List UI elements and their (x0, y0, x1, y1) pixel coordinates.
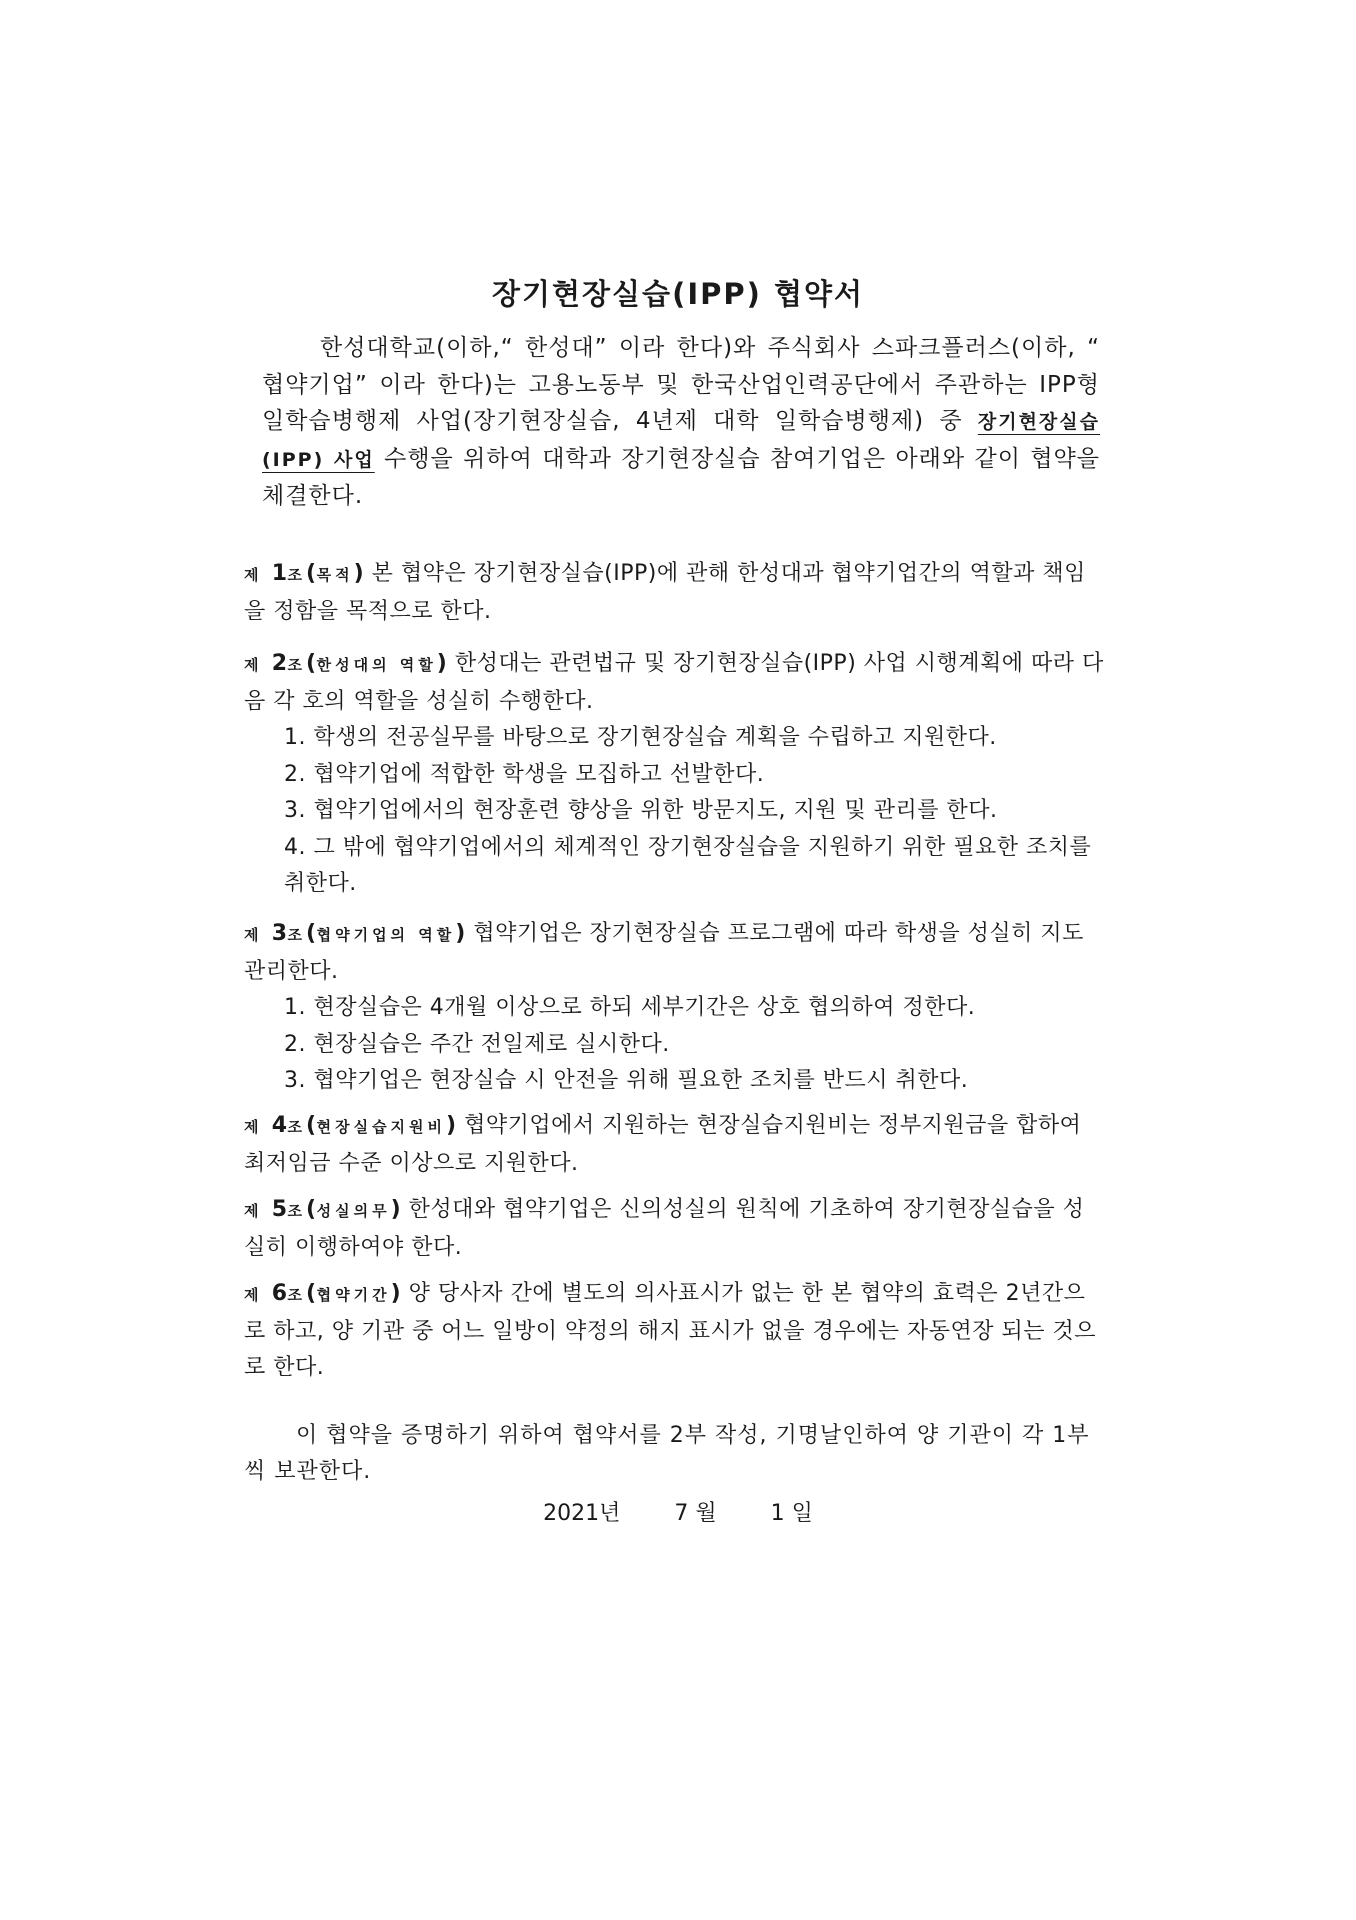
article-heading: 제 1조(목적) (244, 561, 365, 586)
article-heading: 제 2조(한성대의 역할) (244, 651, 448, 676)
list-item: 2. 협약기업에 적합한 학생을 모집하고 선발한다. (284, 761, 765, 787)
article-body: 한성대와 협약기업은 신의성실의 원칙에 기초하여 장기현장실습을 성실히 이행하여야 한다. (244, 1197, 1085, 1260)
article-body: 본 협약은 장기현장실습(IPP)에 관해 한성대과 협약기업간의 역할과 책임을 정함을 목적으로 한다. (244, 561, 1086, 624)
article-body: 양 당사자 간에 별도의 의사표시가 없는 한 본 협약의 효력은 2년간으로 하고, 양 기관 중 어느 일방이 약정의 해지 표시가 없을 경우에는 자동연장 되는 것으로 한다. (244, 1281, 1096, 1380)
article-5 (244, 1192, 1104, 1266)
signing-date (0, 1496, 1356, 1527)
closing-paragraph: 이 협약을 증명하기 위하여 협약서를 2부 작성, 기명날인하여 양 기관이 각 1부씩 보관한다. (244, 1423, 1090, 1484)
intro-text-2: 수행을 위하여 대학과 장기현장실습 참여기업은 아래와 같이 협약을 체결한다. (262, 445, 1100, 509)
article-heading: 제 3조(협약기업의 역할) (244, 921, 466, 946)
intro-emphasis: 장기현장실습(IPP) 사업 (262, 411, 1100, 471)
list-item: 1. 현장실습은 4개월 이상으로 하되 세부기간은 상호 협의하여 정한다. (284, 995, 976, 1020)
list-item: 1. 학생의 전공실무를 바탕으로 장기현장실습 계획을 수립하고 지원한다. (284, 725, 997, 750)
list-item: 3. 협약기업은 현장실습 시 안전을 위해 필요한 조치를 반드시 취한다. (284, 1068, 969, 1093)
article-6 (244, 1276, 1104, 1387)
article-4 (244, 1108, 1104, 1182)
list-item: 4. 그 밖에 협약기업에서의 체계적인 장기현장실습을 지원하기 위한 필요한 조치를 취한다. (284, 834, 1092, 896)
article-heading: 제 4조(현장실습지원비) (244, 1113, 457, 1138)
intro-text-1: 한성대학교(이하,“ 한성대” 이라 한다)와 주식회사 스파크플러스(이하, “ 협약기업” 이라 한다)는 고용노동부 및 한국산업인력공단에서 주관하는 IPP형 일학습병행제 사업(장기현장실습, 4년제 대학 일학습병행제) 중 (262, 335, 1100, 434)
date-year: 2021년 (543, 1501, 621, 1526)
intro-paragraph (262, 330, 1100, 515)
article-1 (244, 556, 1104, 630)
article-heading: 제 5조(성실의무) (244, 1197, 402, 1222)
article-heading: 제 6조(협약기간) (244, 1281, 402, 1306)
list-item: 2. 현장실습은 주간 전일제로 실시한다. (284, 1031, 670, 1057)
article-body: 협약기업은 장기현장실습 프로그램에 따라 학생을 성실히 지도 관리한다. (244, 921, 1084, 984)
article-3 (244, 916, 1104, 1100)
date-day: 1 일 (770, 1501, 813, 1526)
article-2 (244, 646, 1104, 903)
date-month: 7 월 (674, 1501, 717, 1526)
article-body: 한성대는 관련법규 및 장기현장실습(IPP) 사업 시행계획에 따라 다음 각 호의 역할을 성실히 수행한다. (244, 651, 1104, 714)
list-item: 3. 협약기업에서의 현장훈련 향상을 위한 방문지도, 지원 및 관리를 한다. (284, 798, 998, 823)
document-title: 장기현장실습(IPP) 협약서 (491, 277, 865, 311)
article-body: 협약기업에서 지원하는 현장실습지원비는 정부지원금을 합하여 최저임금 수준 이상으로 지원한다. (244, 1113, 1082, 1176)
